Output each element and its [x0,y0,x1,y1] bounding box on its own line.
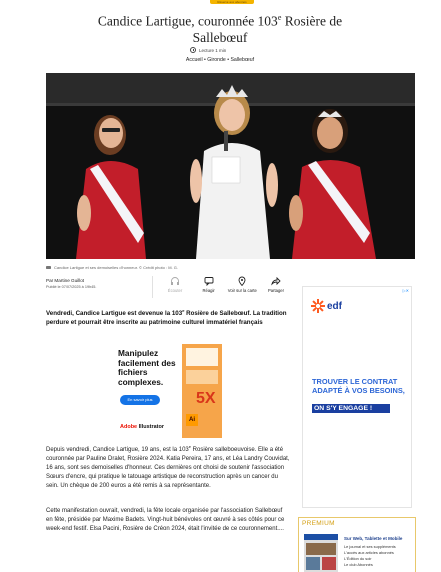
adobe-logo-text: Adobe [120,424,138,430]
list-item: Le club Abonnés [344,562,373,567]
listen-button[interactable] [159,276,191,298]
page-title [80,10,360,46]
edf-logo [311,299,342,313]
ad-brand [120,424,164,430]
list-item: L'accès aux articles abonnés [344,550,394,555]
ad-choices-icon[interactable]: ▷✕ [402,288,409,293]
lead-text-a: Vendredi, Candice Lartigue est devenue la 103 [46,310,183,318]
breadcrumb[interactable]: Accueil • Gironde • Sallebœuf [185,57,255,63]
article-paragraph-1 [46,442,290,491]
ad-visual-page [186,348,218,366]
headphones-icon [170,276,180,286]
adobe-ad[interactable] [113,344,223,438]
edf-slogan: TROUVER LE CONTRAT ADAPTÉ À VOS BESOINS, [312,377,405,395]
illustrator-icon: Ai [186,414,198,426]
edf-engage: ON S'Y ENGAGE ! [312,404,390,413]
photo-caption-text: Candice Lartigue et ses demoiselles d'honneur. © Crédit photo : M. G. [54,265,178,270]
premium-box[interactable] [298,517,416,572]
premium-strip: Réservé aux abonnés [210,0,254,4]
map-pin-icon [237,276,247,286]
reading-time-label: Lecture 1 min [199,47,227,53]
title-sup: e [277,13,282,22]
edf-ad[interactable] [302,286,412,508]
camera-icon [46,266,51,270]
ad-headline: Manipulez facilement des fichiers complexes. [118,348,176,387]
article-paragraph-2: Cette manifestation ouvrait, vendredi, la fête locale organisée par l'association Sallebœuf en fête, présidée par Maxime Badets. Vingt-huit bénévoles ont œuvré à ses côtés pour ce week-end festif. Elsa Pacini, Rosière de Créon 2024, était l'invitée de ce couronnement.... [46,508,285,532]
listen-label: Écouter [167,288,183,293]
list-item: Le journal et ses suppléments [344,544,396,549]
title-text-a: Candice Lartigue, couronnée 103 [97,13,278,29]
lead-sup: e [182,308,185,313]
lead-text-b: Rosière de Sallebœuf. La tradition perdure et pourrait être inscrite au patrimoine culturel immatériel français [46,310,287,327]
cover-photo [322,557,336,570]
share-label: Partager [267,288,284,293]
p1-text-b: Rosière salleboeuvoise. Elle a été couronnée par Pauline Dralet, Rosière 2024. Katia Pereira, 17 ans, et Léa Landry Couvidat, 16 ans, sont ses demoiselles d'honneur. Ces dernières ont choisi de soutenir l'association Sœurs d'encre, qui pratique le tatouage artistique de reconstruction après un cancer du sein. Un chèque de 200 euros a été remis à sa représentante. [46,447,290,489]
article-actions [152,276,292,298]
author-name[interactable]: Par Martine Guillot [46,278,85,283]
photo-caption [46,264,276,271]
article-lead [46,306,290,327]
author-block [46,278,146,290]
map-label: Voir sur la carte [227,288,257,293]
premium-title: Sur Web, Tablette et Mobile [344,536,403,541]
edf-logo-text: edf [327,300,342,312]
comment-icon [204,276,214,286]
share-button[interactable] [260,276,292,298]
ad-product: Illustrator [137,424,165,430]
share-icon [271,276,281,286]
article-photo [46,73,415,259]
premium-benefits [344,544,396,568]
premium-label: PREMIUM [302,520,335,527]
cover-masthead [304,534,338,540]
reading-time [190,45,270,55]
ad-visual [182,344,222,438]
clock-icon [190,47,196,53]
edf-sun-icon [311,299,325,313]
react-label: Réagir [202,288,215,293]
p1-text-a: Depuis vendredi, Candice Lartigue, 19 ans, est la 103 [46,447,189,453]
map-button[interactable] [226,276,258,298]
ad-big-text: 5X [196,390,216,407]
newspaper-cover [304,534,338,572]
ad-learn-more-button[interactable]: En savoir plus [120,395,160,405]
list-item: L'Édition du soir [344,556,372,561]
cover-photo [306,557,320,570]
title-text-b: Rosière de Sallebœuf [192,13,343,45]
react-button[interactable] [193,276,225,298]
photo-illustration [46,73,415,259]
p1-sup: e [188,444,191,449]
ad-visual-page [186,370,218,384]
cover-photo [306,543,336,555]
publish-date: Publié le 07/07/2025 à 19h45. [46,285,97,289]
